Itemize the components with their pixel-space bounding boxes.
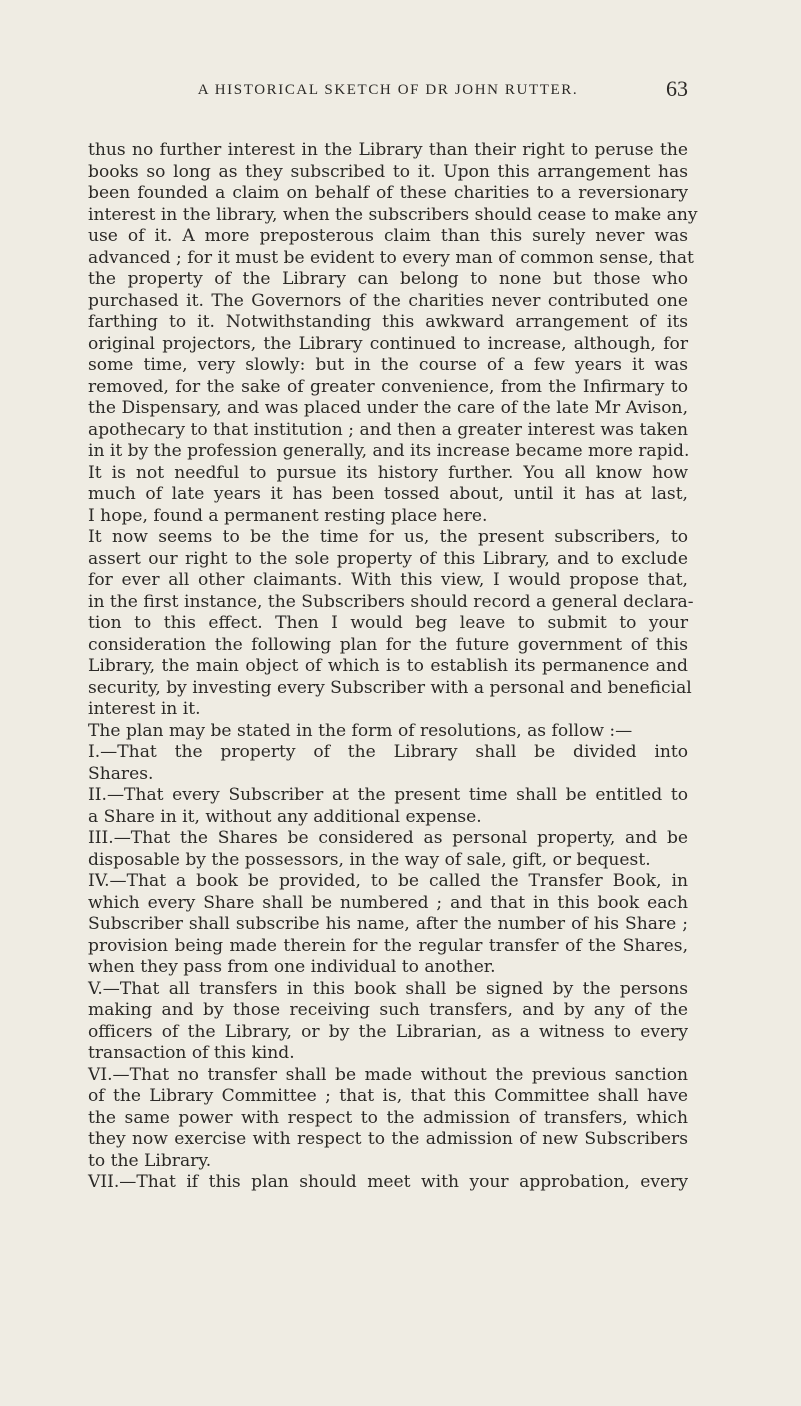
- text-line: advanced ; for it must be evident to every man of common sense, that: [88, 247, 694, 268]
- text-line: original projectors, the Library continued to increase, although, for: [88, 333, 688, 354]
- text-line: books so long as they subscribed to it. Upon this arrangement has: [88, 161, 688, 182]
- text-line: the property of the Library can belong to none but those who: [88, 269, 688, 289]
- page-number: 63: [666, 76, 688, 101]
- text-line: they now exercise with respect to the admission of new Subscribers: [88, 1129, 688, 1149]
- text-line: assert our right to the sole property of this Library, and to exclude: [88, 548, 688, 569]
- text-line: the same power with respect to the admission of transfers, which: [88, 1107, 688, 1128]
- text-line: of the Library Committee ; that is, that this Committee shall have: [88, 1086, 688, 1106]
- text-line: which every Share shall be numbered ; and that in this book each: [88, 892, 688, 913]
- page-header: [88, 76, 688, 106]
- text-line: farthing to it. Notwithstanding this awkward arrangement of its: [88, 312, 688, 332]
- text-line: officers of the Library, or by the Librarian, as a witness to every: [88, 1021, 688, 1042]
- body-text: [88, 140, 698, 1194]
- text-line: disposable by the possessors, in the way of sale, gift, or bequest.: [88, 849, 651, 870]
- text-line: VI.—That no transfer shall be made without the previous sanction: [88, 1064, 688, 1085]
- text-line: been founded a claim on behalf of these charities to a reversionary: [88, 183, 688, 203]
- text-line: much of late years it has been tossed about, until it has at last,: [88, 484, 688, 504]
- text-line: III.—That the Shares be considered as personal property, and be: [88, 828, 688, 848]
- text-line: making and by those receiving such transfers, and by any of the: [88, 1000, 688, 1020]
- text-line: in the first instance, the Subscribers should record a general declara-: [88, 591, 694, 612]
- text-line: Subscriber shall subscribe his name, after the number of his Share ;: [88, 914, 688, 934]
- text-line: The plan may be stated in the form of resolutions, as follow :—: [88, 720, 633, 741]
- text-line: security, by investing every Subscriber with a personal and beneficial: [88, 677, 692, 698]
- text-line: consideration the following plan for the future government of this: [88, 634, 688, 655]
- text-line: use of it. A more preposterous claim than this surely never was: [88, 226, 688, 246]
- text-line: provision being made therein for the regular transfer of the Shares,: [88, 935, 688, 956]
- text-line: transaction of this kind.: [88, 1043, 295, 1063]
- text-line: the Dispensary, and was placed under the care of the late Mr Avison,: [88, 398, 688, 418]
- text-line: apothecary to that institution ; and then a greater interest was taken: [88, 419, 688, 440]
- text-line: It now seems to be the time for us, the present subscribers, to: [88, 527, 688, 547]
- text-line: when they pass from one individual to another.: [88, 957, 496, 977]
- text-line: IV.—That a book be provided, to be called the Transfer Book, in: [88, 871, 688, 891]
- text-line: for ever all other claimants. With this view, I would propose that,: [88, 570, 688, 590]
- text-line: interest in it.: [88, 699, 201, 719]
- running-title: A HISTORICAL SKETCH OF DR JOHN RUTTER.: [197, 82, 579, 98]
- text-line: I hope, found a permanent resting place here.: [88, 505, 488, 526]
- text-line: II.—That every Subscriber at the present time shall be entitled to: [88, 785, 688, 805]
- text-line: I.—That the property of the Library shall be divided into: [88, 742, 688, 762]
- text-line: a Share in it, without any additional expense.: [88, 806, 482, 827]
- text-line: purchased it. The Governors of the charities never contributed one: [88, 290, 688, 311]
- text-line: VII.—That if this plan should meet with your approbation, every: [88, 1172, 688, 1192]
- text-line: to the Library.: [88, 1150, 212, 1171]
- text-line: Shares.: [88, 763, 154, 784]
- text-line: in it by the profession generally, and its increase became more rapid.: [88, 441, 690, 461]
- text-line: tion to this effect. Then I would beg leave to submit to your: [88, 613, 688, 633]
- text-line: removed, for the sake of greater convenience, from the Infirmary to: [88, 376, 688, 397]
- text-line: some time, very slowly: but in the course of a few years it was: [88, 355, 688, 375]
- text-line: thus no further interest in the Library than their right to peruse the: [88, 140, 688, 160]
- text-line: It is not needful to pursue its history further. You all know how: [88, 462, 688, 483]
- text-line: interest in the library, when the subscribers should cease to make any: [88, 204, 698, 225]
- text-line: Library, the main object of which is to establish its permanence and: [88, 656, 688, 676]
- text-line: V.—That all transfers in this book shall be signed by the persons: [88, 978, 688, 999]
